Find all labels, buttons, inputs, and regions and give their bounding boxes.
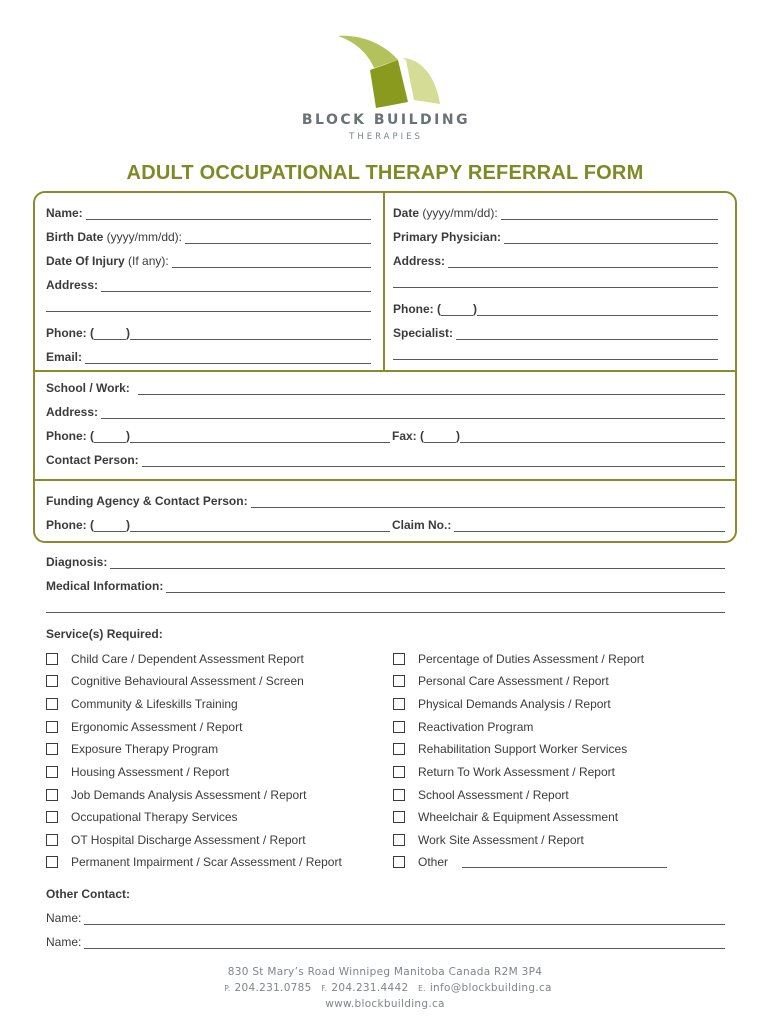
- checkbox[interactable]: [46, 698, 58, 710]
- service-option[interactable]: Housing Assessment / Report: [46, 765, 229, 779]
- footer-website[interactable]: www.blockbuilding.ca: [325, 998, 445, 1010]
- service-option[interactable]: Return To Work Assessment / Report: [393, 765, 615, 779]
- funding-agency-field[interactable]: Funding Agency & Contact Person:: [46, 490, 725, 508]
- service-option[interactable]: Reactivation Program: [393, 720, 533, 734]
- service-option[interactable]: Ergonomic Assessment / Report: [46, 720, 242, 734]
- checkbox[interactable]: [46, 675, 58, 687]
- other-contact-name-1[interactable]: Name:: [46, 907, 725, 925]
- birth-date-field[interactable]: Birth Date (yyyy/mm/dd):: [46, 226, 371, 244]
- brand-name: BLOCK BUILDING: [301, 112, 471, 128]
- other-contact-name-2[interactable]: Name:: [46, 931, 725, 949]
- specialist-field[interactable]: Specialist:: [393, 322, 718, 340]
- section-divider-school: [34, 370, 736, 372]
- checkbox[interactable]: [46, 811, 58, 823]
- service-option[interactable]: OT Hospital Discharge Assessment / Report: [46, 833, 306, 847]
- client-email-field[interactable]: Email:: [46, 346, 371, 364]
- service-option[interactable]: Cognitive Behavioural Assessment / Screen: [46, 674, 304, 688]
- service-option[interactable]: Physical Demands Analysis / Report: [393, 697, 611, 711]
- service-option[interactable]: Permanent Impairment / Scar Assessment / Report: [46, 855, 342, 869]
- client-address-field[interactable]: Address:: [46, 274, 371, 292]
- service-option[interactable]: Child Care / Dependent Assessment Report: [46, 652, 304, 666]
- checkbox[interactable]: [46, 743, 58, 755]
- section-divider-funding: [34, 479, 736, 481]
- checkbox[interactable]: [393, 698, 405, 710]
- service-option[interactable]: Job Demands Analysis Assessment / Report: [46, 788, 306, 802]
- funding-phone-field[interactable]: Phone: ( ): [46, 514, 390, 532]
- school-fax-field[interactable]: Fax: ( ): [392, 425, 725, 443]
- claim-number-field[interactable]: Claim No.:: [392, 514, 725, 532]
- service-option[interactable]: Work Site Assessment / Report: [393, 833, 584, 847]
- service-option[interactable]: Occupational Therapy Services: [46, 810, 238, 824]
- other-service-input[interactable]: [462, 856, 667, 868]
- logo-mark-icon: [318, 30, 453, 110]
- footer-address: 830 St Mary’s Road Winnipeg Manitoba Canada R2M 3P4: [227, 966, 543, 978]
- checkbox[interactable]: [393, 743, 405, 755]
- school-address-field[interactable]: Address:: [46, 401, 725, 419]
- column-divider: [383, 192, 385, 371]
- service-option-other[interactable]: Other: [393, 855, 667, 869]
- school-phone-field[interactable]: Phone: ( ): [46, 425, 390, 443]
- service-option[interactable]: Wheelchair & Equipment Assessment: [393, 810, 618, 824]
- service-option[interactable]: Rehabilitation Support Worker Services: [393, 742, 627, 756]
- logo: [300, 30, 470, 155]
- service-option[interactable]: Personal Care Assessment / Report: [393, 674, 609, 688]
- form-title: ADULT OCCUPATIONAL THERAPY REFERRAL FORM: [126, 162, 644, 184]
- services-label: Service(s) Required:: [46, 627, 163, 641]
- physician-address-line-2[interactable]: [393, 287, 718, 288]
- checkbox[interactable]: [393, 675, 405, 687]
- footer-contact: P. 204.231.0785 F. 204.231.4442 E. info@blockbuilding.ca: [224, 982, 552, 994]
- client-address-line-2[interactable]: [46, 311, 371, 312]
- service-option[interactable]: Community & Lifeskills Training: [46, 697, 238, 711]
- specialist-line-2[interactable]: [393, 359, 718, 360]
- service-option[interactable]: Exposure Therapy Program: [46, 742, 218, 756]
- footer-email[interactable]: info@blockbuilding.ca: [429, 982, 552, 994]
- checkbox[interactable]: [393, 766, 405, 778]
- service-option[interactable]: School Assessment / Report: [393, 788, 569, 802]
- medical-information-field[interactable]: Medical Information:: [46, 575, 725, 593]
- checkbox[interactable]: [393, 811, 405, 823]
- checkbox[interactable]: [46, 834, 58, 846]
- checkbox[interactable]: [46, 766, 58, 778]
- checkbox[interactable]: [393, 789, 405, 801]
- footer-phone[interactable]: 204.231.0785: [234, 982, 312, 994]
- footer-fax: 204.231.4442: [331, 982, 409, 994]
- checkbox[interactable]: [393, 834, 405, 846]
- client-phone-field[interactable]: Phone: ( ): [46, 322, 371, 340]
- checkbox[interactable]: [46, 856, 58, 868]
- referral-date-field[interactable]: Date (yyyy/mm/dd):: [393, 202, 718, 220]
- diagnosis-field[interactable]: Diagnosis:: [46, 551, 725, 569]
- injury-date-field[interactable]: Date Of Injury (If any):: [46, 250, 371, 268]
- checkbox[interactable]: [46, 653, 58, 665]
- checkbox[interactable]: [46, 789, 58, 801]
- physician-phone-field[interactable]: Phone: ( ): [393, 298, 718, 316]
- school-work-field[interactable]: School / Work:: [46, 377, 725, 395]
- checkbox[interactable]: [393, 856, 405, 868]
- medical-information-line-2[interactable]: [46, 612, 725, 613]
- checkbox[interactable]: [46, 721, 58, 733]
- contact-person-field[interactable]: Contact Person:: [46, 449, 725, 467]
- checkbox[interactable]: [393, 653, 405, 665]
- checkbox[interactable]: [393, 721, 405, 733]
- physician-address-field[interactable]: Address:: [393, 250, 718, 268]
- other-contact-label: Other Contact:: [46, 887, 130, 901]
- brand-subtitle: THERAPIES: [349, 132, 423, 142]
- service-option[interactable]: Percentage of Duties Assessment / Report: [393, 652, 644, 666]
- client-name-field[interactable]: Name:: [46, 202, 371, 220]
- primary-physician-field[interactable]: Primary Physician:: [393, 226, 718, 244]
